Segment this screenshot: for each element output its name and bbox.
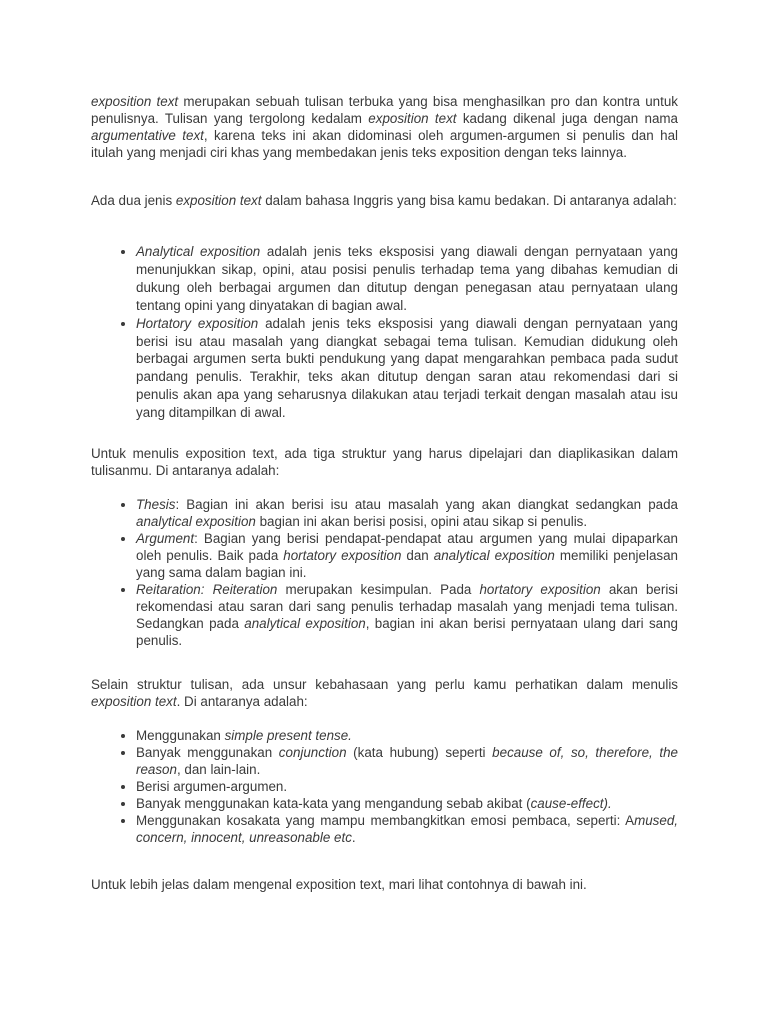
text-run: , karena teks ini akan didominasi oleh argumen-argumen si penulis dan hal itulah yang menjadi ciri khas yang membedakan jenis teks exposition dengan teks lainnya. xyxy=(91,128,678,160)
paragraph-intro xyxy=(91,93,678,161)
text-run: merupakan sebuah tulisan terbuka yang bisa menghasilkan pro dan kontra untuk penulisnya. Tulisan yang tergolong kedalam xyxy=(91,94,678,126)
paragraph xyxy=(91,676,678,710)
text-run: . Di antaranya adalah: xyxy=(176,694,308,709)
italic-term: Thesis xyxy=(136,497,176,512)
list-item xyxy=(136,744,678,778)
italic-term: analytical exposition xyxy=(433,548,555,563)
bullet-list xyxy=(91,727,678,846)
text-run: kadang dikenal juga dengan nama xyxy=(456,111,679,126)
text-run: , dan lain-lain. xyxy=(176,762,261,777)
italic-term: analytical exposition xyxy=(244,616,366,631)
list-item xyxy=(136,496,678,530)
italic-term: cause-effect). xyxy=(530,796,612,811)
paragraph-types-intro xyxy=(91,192,678,209)
italic-term: Hortatory exposition xyxy=(136,315,259,331)
italic-term: simple present tense. xyxy=(224,728,352,743)
italic-term: hortatory exposition xyxy=(283,548,402,563)
text-run: Selain struktur tulisan, ada unsur kebahasaan yang perlu kamu perhatikan dalam menulis xyxy=(91,677,678,692)
bullet-list xyxy=(91,496,678,649)
list-item xyxy=(136,315,678,422)
text-run: Untuk lebih jelas dalam mengenal exposition text, mari lihat contohnya di bawah ini. xyxy=(91,877,587,892)
paragraph-structure-intro xyxy=(91,445,678,479)
text-run: : Bagian ini akan berisi isu atau masalah yang akan diangkat sedangkan pada xyxy=(175,497,678,512)
list-item xyxy=(136,581,678,649)
text-run: Banyak menggunakan xyxy=(136,745,279,760)
bullet-list xyxy=(91,243,678,422)
paragraph xyxy=(91,192,678,209)
text-run: Untuk menulis exposition text, ada tiga struktur yang harus dipelajari dan diaplikasikan dalam tulisanmu. Di antaranya adalah: xyxy=(91,446,678,478)
italic-term: exposition text xyxy=(175,193,262,208)
paragraph xyxy=(91,93,678,161)
italic-term: because of, so, therefore, the reason xyxy=(136,745,678,777)
italic-term: exposition text xyxy=(91,694,177,709)
italic-term: Argument xyxy=(136,531,195,546)
list-item xyxy=(136,530,678,581)
list-item xyxy=(136,727,678,744)
paragraph-language-intro xyxy=(91,676,678,710)
text-run: akan berisi rekomendasi atau saran dari sang penulis terhadap masalah yang menjadi tema tulisan. Sedangkan pada xyxy=(136,582,678,631)
text-run: Ada dua jenis xyxy=(91,193,176,208)
paragraph xyxy=(91,445,678,479)
italic-term: conjunction xyxy=(278,745,347,760)
italic-term: Analytical exposition xyxy=(136,244,261,259)
text-run: Menggunakan xyxy=(136,728,225,743)
paragraph xyxy=(91,876,678,893)
italic-term: exposition text xyxy=(91,94,179,109)
text-run: Menggunakan kosakata yang mampu membangkitkan emosi pembaca, seperti: A xyxy=(136,813,635,828)
text-run: dalam bahasa Inggris yang bisa kamu bedakan. Di antaranya adalah: xyxy=(261,193,677,208)
text-run: adalah jenis teks eksposisi yang diawali dengan pernyataan yang menunjukkan sikap, opini, atau posisi penulis terhadap tema yang dibahas kemudian di dukung oleh berbagai argumen dan ditutup dengan penegasan atau pernyataan ulang tentang opini yang dinyatakan di bagian awal. xyxy=(136,244,678,313)
list-item xyxy=(136,243,678,315)
text-run: (kata hubung) seperti xyxy=(346,745,493,760)
text-run: . xyxy=(351,830,356,845)
italic-term: Reitaration: Reiteration xyxy=(136,582,278,597)
italic-term: mused, concern, innocent, unreasonable etc xyxy=(136,813,678,845)
paragraph-closing xyxy=(91,876,678,893)
italic-term: argumentative text xyxy=(91,128,204,143)
text-run: bagian ini akan berisi posisi, opini atau sikap si penulis. xyxy=(255,514,588,529)
text-run: Berisi argumen-argumen. xyxy=(136,779,288,794)
list-exposition-types xyxy=(91,243,678,422)
list-language-features xyxy=(91,727,678,846)
italic-term: analytical exposition xyxy=(136,514,256,529)
list-item xyxy=(136,795,678,812)
text-run: , bagian ini akan berisi pernyataan ulang dari sang penulis. xyxy=(136,616,678,648)
text-run: : Bagian yang berisi pendapat-pendapat atau argumen yang mulai dipaparkan oleh penulis. Baik pada xyxy=(136,531,678,563)
text-run: Banyak menggunakan kata-kata yang mengandung sebab akibat ( xyxy=(136,796,531,811)
list-item xyxy=(136,812,678,846)
text-run: adalah jenis teks eksposisi yang diawali dengan pernyataan yang berisi isu atau masalah yang diangkat sebagai tema tulisan. Kemudian didukung oleh berbagai argumen serta bukti pendukung yang dapat mengarahkan pembaca pada sudut pandang penulis. Terakhir, teks akan ditutup dengan saran atau rekomendasi dari si penulis akan apa yang seharusnya dilakukan atau terjadi terkait dengan masalah atau isu yang ditampilkan di awal. xyxy=(136,315,678,421)
italic-term: exposition text xyxy=(368,111,457,126)
text-run: dan xyxy=(401,548,434,563)
text-run: merupakan kesimpulan. Pada xyxy=(277,582,480,597)
list-structure xyxy=(91,496,678,649)
text-run: memiliki penjelasan yang sama dalam bagian ini. xyxy=(136,548,678,580)
italic-term: hortatory exposition xyxy=(479,582,601,597)
list-item xyxy=(136,778,678,795)
